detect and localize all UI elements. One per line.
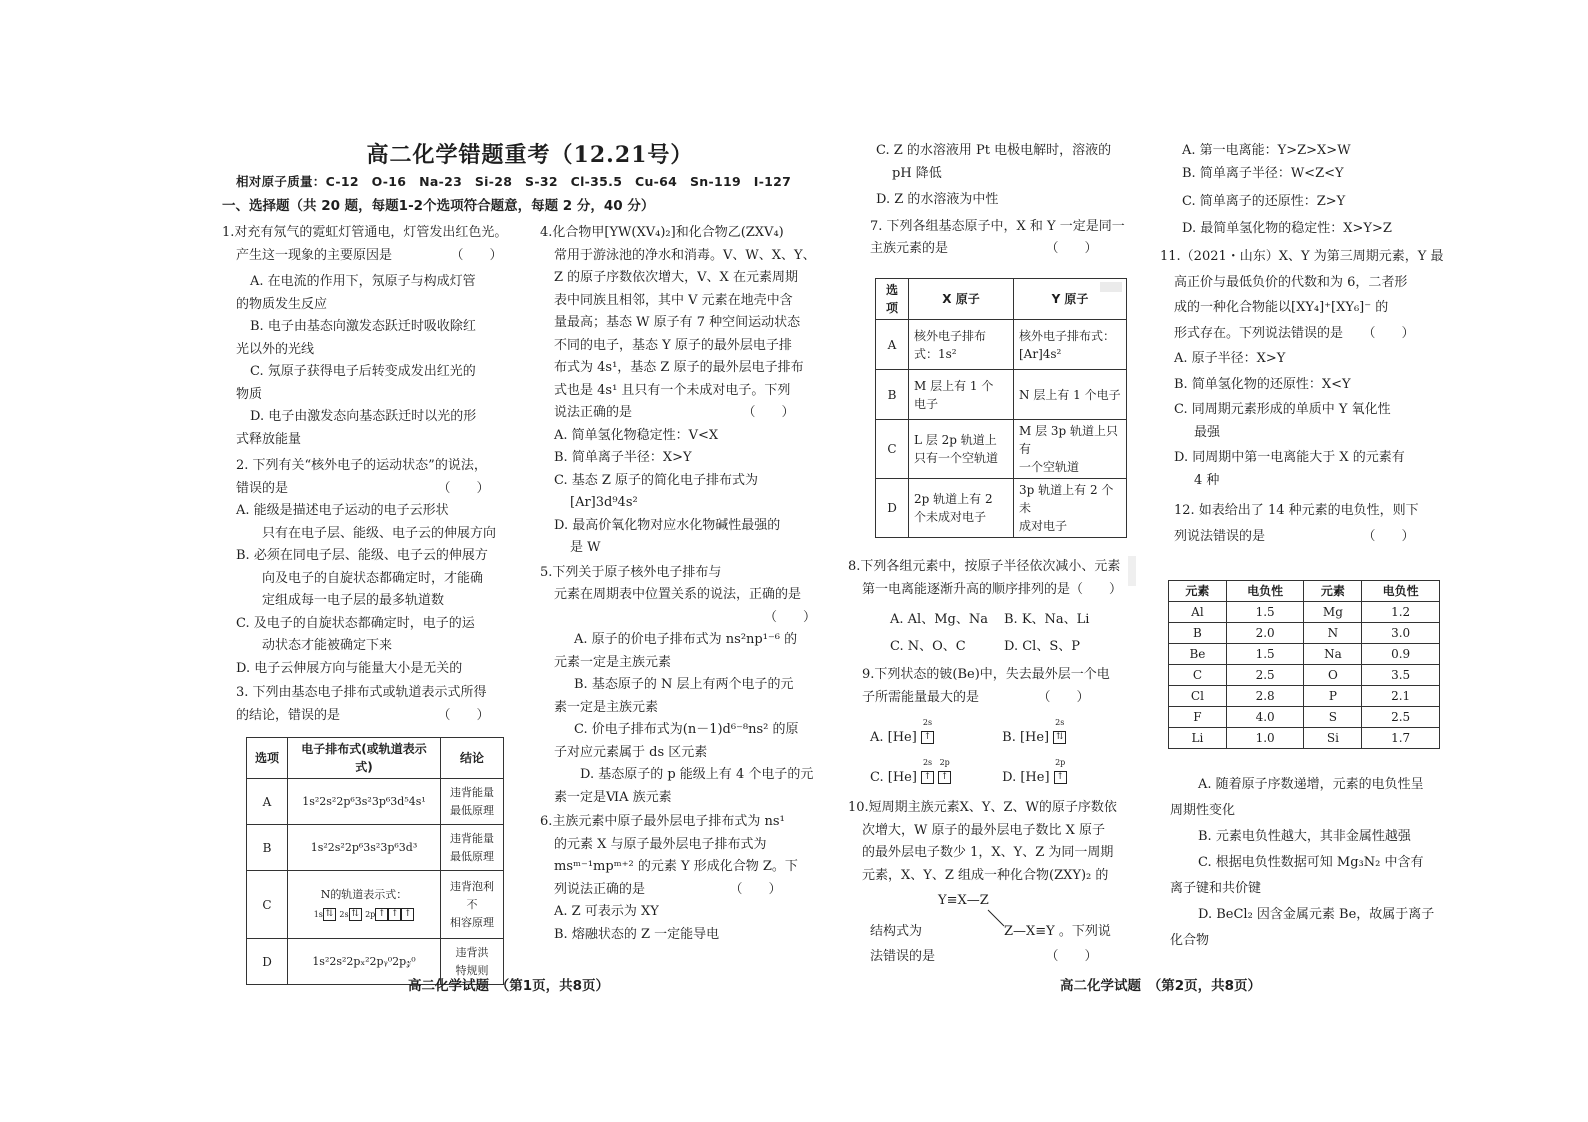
column-2 (540, 222, 830, 946)
q3-conclusion: 特规则 (455, 963, 489, 977)
q12-cell: 3.5 (1362, 665, 1440, 686)
q3-config: N的轨道表示式： (320, 887, 408, 901)
q4-option-a: A. 简单氢化物稳定性：V<X (554, 427, 719, 443)
q12-header: 电负性 (1362, 581, 1440, 602)
q9-option-b: B. [He] (1002, 730, 1050, 745)
table-row (1169, 728, 1440, 749)
q3-conclusion: 违背能量 (450, 831, 494, 845)
q8-option-d: D. Cl、S、P (1004, 638, 1080, 654)
q3-conclusion: 相容原理 (450, 915, 494, 929)
orbital-box: ⇅ (1053, 731, 1066, 744)
q7-x: 电子 (914, 396, 939, 411)
q10-structure-label: 结构式为 (870, 924, 923, 939)
column-1 (222, 222, 534, 727)
orbital-box: ↑ (1054, 771, 1067, 784)
q12-header: 元素 (1169, 581, 1227, 602)
q12-cell: 1.5 (1226, 644, 1304, 665)
question-7 (856, 216, 1146, 261)
q7-x: M 层上有 1 个 (914, 378, 994, 393)
q11-stem: 成的一种化合物能以[XY₄]⁺[XY₆]⁻ 的 (1174, 300, 1389, 315)
q11-stem: 形式存在。下列说法错误的是 （ ） (1174, 325, 1415, 341)
q12-cell: C (1169, 665, 1227, 686)
orbital-box: ⇅ (323, 908, 336, 921)
q12-option-d: 化合物 (1170, 933, 1210, 948)
q9-option-c: C. [He] (870, 770, 917, 785)
page-title: 高二化学错题重考（12.21号） (366, 142, 694, 168)
orbital-label: 2s (922, 718, 933, 727)
q12-option-b: B. 元素电负性越大，其非金属性越强 (1198, 829, 1411, 844)
q12-cell: 2.0 (1226, 623, 1304, 644)
q10-option-a: A. 第一电离能：Y>Z>X>W (1182, 143, 1351, 158)
orbital-label: 2p (1055, 758, 1066, 767)
q3-conclusion: 最低原理 (450, 849, 494, 863)
table-row (1169, 623, 1440, 644)
q12-cell: Al (1169, 602, 1227, 623)
q3-conclusion: 违背能量 (450, 785, 494, 799)
q3-config: 1s²2s²2p⁶3s²3p⁶3d⁵4s¹ (288, 779, 441, 825)
question-10 (848, 797, 1146, 887)
q11-option-c: 最强 (1194, 424, 1221, 440)
q5-stem: 元素在周期表中位置关系的说法，正确的是 (554, 587, 802, 602)
q7-x: 个未成对电子 (914, 510, 987, 524)
q6-stem: 6.主族元素中原子最外层电子排布式为 ns¹ (540, 814, 785, 829)
q8-stem: 第一电离能逐渐升高的顺序排列的是（ ） (862, 581, 1123, 597)
q9-stem: 子所需能量最大的是 （ ） (862, 689, 1090, 705)
orbital-box: ↑ (401, 908, 414, 921)
orbital-label: 2s (1055, 718, 1065, 727)
q12-cell: Li (1169, 728, 1227, 749)
orbital-label: 2p (365, 909, 376, 919)
q10-option-d: D. 最简单氢化物的稳定性：X>Y>Z (1182, 220, 1392, 236)
q2-stem: 错误的是 （ ） (236, 480, 490, 496)
q11-option-b: B. 简单氢化物的还原性：X<Y (1174, 376, 1351, 392)
orbital-label: 2s (922, 758, 933, 767)
q2-option-c: 动状态才能被确定下来 (262, 638, 393, 653)
orbital-box: ⇅ (349, 908, 362, 921)
question-4 (540, 222, 830, 560)
q3-conclusion: 违背泡利不 (450, 879, 494, 911)
q7-stem: 7. 下列各组基态原子中，X 和 Y 一定是同一 (870, 218, 1125, 234)
q12-option-c: C. 根据电负性数据可知 Mg₃N₂ 中含有 (1198, 855, 1424, 870)
column-3-lower (848, 556, 1146, 887)
q7-x: 2p 轨道上有 2 (914, 492, 993, 506)
q12-cell: 2.1 (1362, 686, 1440, 707)
q3-header: 结论 (441, 738, 504, 779)
q3-option: D (247, 939, 288, 985)
q8-stem: 8.下列各组元素中，按原子半径依次减小、元素 (848, 559, 1121, 574)
q4-stem: 式也是 4s¹ 且只有一个未成对电子。下列 (554, 382, 791, 398)
table-row (876, 479, 1127, 538)
q12-option-d: D. BeCl₂ 因含金属元素 Be，故属于离子 (1198, 907, 1435, 922)
q10-stem: 的最外层电子数少 1，X、Y、Z 为同一周期 (862, 845, 1114, 860)
q7-option: B (876, 370, 909, 420)
q2-option-b: 向及电子的自旋状态都确定时，才能确 (262, 570, 484, 586)
q12-options (1170, 772, 1460, 954)
q4-stem: 常用于游泳池的净水和消毒。V、W、X、Y、 (554, 247, 816, 263)
q10-structure-bond (986, 908, 1006, 928)
q12-cell: Cl (1169, 686, 1227, 707)
q12-cell: 3.0 (1362, 623, 1440, 644)
q2-option-a: 只有在电子层、能级、电子云的伸展方向 (262, 525, 497, 541)
question-11 (1160, 246, 1450, 492)
q12-table (1168, 580, 1440, 749)
q4-option-d: 是 W (570, 540, 601, 555)
q1-stem: 产生这一现象的主要原因是 （ ） (236, 247, 503, 263)
table-row (1169, 602, 1440, 623)
q12-cell: 2.5 (1226, 665, 1304, 686)
q10-stem: 次增大，W 原子的最外层电子数比 X 原子 (862, 822, 1106, 838)
q11-option-a: A. 原子半径：X>Y (1174, 351, 1286, 366)
q7-header: Y 原子 (1014, 279, 1127, 320)
q4-stem: 说法正确的是 （ ） (554, 405, 795, 420)
q1-option-d: 式释放能量 (236, 431, 302, 447)
q2-option-d: D. 电子云伸展方向与能量大小是无关的 (236, 660, 463, 676)
q4-stem: 不同的电子，基态 Y 原子的最外层电子排 (554, 337, 792, 353)
orbital-box: ↑ (375, 908, 388, 921)
table-row (247, 871, 504, 939)
q7-y: N 层上有 1 个电子 (1019, 387, 1121, 402)
q12-cell: F (1169, 707, 1227, 728)
q3-table (246, 737, 504, 985)
q5-option-d: D. 基态原子的 p 能级上有 4 个电子的元 (580, 767, 814, 782)
q10-stem: 10.短周期主族元素X、Y、Z、W的原子序数依 (848, 800, 1117, 815)
q6-option-c: pH 降低 (892, 165, 942, 181)
q9-option-d: D. [He] (1002, 770, 1050, 785)
q1-stem: 1.对充有氖气的霓虹灯管通电，灯管发出红色光。 (222, 225, 508, 240)
q5-option-a: 元素一定是主族元素 (554, 654, 672, 670)
q7-header: 选项 (876, 279, 909, 320)
q9-options-row (848, 719, 1146, 749)
question-6 (540, 811, 830, 946)
table-row (1169, 707, 1440, 728)
table-row (876, 420, 1127, 479)
q10-stem: 法错误的是 （ ） (870, 949, 1098, 964)
scan-smudge (1100, 282, 1122, 292)
q12-cell: 2.5 (1362, 707, 1440, 728)
q7-x: 核外电子排布 (914, 328, 987, 343)
table-row (1169, 665, 1440, 686)
q12-cell: 2.8 (1226, 686, 1304, 707)
column-3 (856, 140, 1146, 261)
q6-stem: 列说法正确的是 （ ） (554, 881, 782, 897)
q6-option-a: A. Z 可表示为 XY (554, 904, 659, 919)
q1-option-b: B. 电子由基态向激发态跃迁时吸收除红 (250, 319, 476, 334)
q11-stem: 11.（2021・山东）X、Y 为第三周期元素，Y 最 (1160, 249, 1444, 264)
q12-cell: N (1304, 623, 1362, 644)
q4-stem: 布式为 4s¹，基态 Z 原子的最外层电子排布 (554, 360, 804, 375)
q12-cell: 4.0 (1226, 707, 1304, 728)
q2-stem: 2. 下列有关“核外电子的运动状态”的说法， (236, 458, 487, 473)
q12-cell: 1.7 (1362, 728, 1440, 749)
q12-cell: S (1304, 707, 1362, 728)
q7-y: M 层 3p 轨道上只有 (1019, 424, 1119, 456)
q1-option-c: 物质 (236, 386, 263, 402)
q3-conclusion: 最低原理 (450, 803, 494, 817)
q8-option-c: C. N、O、C (890, 638, 966, 654)
question-5 (540, 562, 830, 810)
q11-option-d: 4 种 (1194, 472, 1220, 488)
orbital-box: ↑ (388, 908, 401, 921)
q7-x: L 层 2p 轨道上 (914, 433, 997, 447)
q11-option-c: C. 同周期元素形成的单质中 Y 氧化性 (1174, 402, 1391, 417)
q6-stem: msᵐ⁻¹mpᵐ⁺² 的元素 Y 形成化合物 Z。下 (554, 859, 798, 874)
q3-header: 选项 (247, 738, 288, 779)
q12-option-a: A. 随着原子序数递增，元素的电负性呈 (1198, 777, 1424, 792)
q5-answer-blank: （ ） (763, 609, 816, 625)
q3-header: 电子排布式(或轨道表示式) (288, 738, 441, 779)
q4-option-d: D. 最高价氧化物对应水化物碱性最强的 (554, 517, 781, 533)
q10-structure-top: Y≡X—Z (938, 893, 989, 908)
q7-y: 3p 轨道上有 2 个未 (1019, 483, 1114, 515)
q10-option-c: C. 简单离子的还原性：Z>Y (1182, 194, 1346, 209)
table-row (876, 320, 1127, 370)
q5-option-c: 子对应元素属于 ds 区元素 (554, 744, 708, 760)
q4-option-c: C. 基态 Z 原子的简化电子排布式为 (554, 472, 759, 488)
q3-option: C (247, 871, 288, 939)
q7-y: [Ar]4s² (1019, 346, 1062, 361)
q3-option: A (247, 779, 288, 825)
q12-header: 元素 (1304, 581, 1362, 602)
q12-cell: Be (1169, 644, 1227, 665)
orbital-box: ↑ (938, 771, 951, 784)
q12-cell: B (1169, 623, 1227, 644)
section-heading: 一、选择题（共 20 题，每题1-2个选项符合题意，每题 2 分，40 分） (222, 198, 655, 214)
q7-y: 核外电子排布式： (1019, 328, 1116, 343)
q1-option-a: A. 在电流的作用下，氖原子与构成灯管 (250, 274, 476, 289)
question-2 (222, 455, 534, 680)
q12-cell: 0.9 (1362, 644, 1440, 665)
q2-option-a: A. 能级是描述电子运动的电子云形状 (236, 503, 449, 518)
q12-cell: Na (1304, 644, 1362, 665)
q12-option-a: 周期性变化 (1170, 803, 1236, 818)
q8-options-row (848, 636, 1146, 659)
q3-stem: 3. 下列由基态电子排布式或轨道表示式所得 (236, 685, 487, 700)
q12-header: 电负性 (1226, 581, 1304, 602)
q12-stem: 12. 如表给出了 14 种元素的电负性，则下 (1174, 503, 1419, 518)
table-row (247, 779, 504, 825)
q3-option: B (247, 825, 288, 871)
q12-cell: Si (1304, 728, 1362, 749)
q7-header: X 原子 (909, 279, 1014, 320)
q4-stem: Z 的原子序数依次增大，V、X 在元素周期 (554, 270, 798, 285)
q3-stem: 的结论，错误的是 （ ） (236, 707, 490, 723)
q3-conclusion: 违背洪 (455, 945, 489, 959)
question-9 (848, 664, 1146, 789)
table-row (1169, 644, 1440, 665)
q7-table (875, 278, 1127, 538)
orbital-box: ↑ (921, 731, 934, 744)
q1-option-b: 光以外的光线 (236, 341, 315, 357)
question-12 (1160, 500, 1450, 548)
q6-option-d: D. Z 的水溶液为中性 (876, 192, 999, 207)
q4-option-c: [Ar]3d⁹4s² (570, 495, 638, 510)
q3-config: 1s²2s²2p⁶3s²3p⁶3d³ (288, 825, 441, 871)
question-1 (222, 222, 534, 451)
table-row (1169, 686, 1440, 707)
q1-option-a: 的物质发生反应 (236, 296, 328, 312)
q3-config: 1s²2s²2pₓ²2pᵧ⁰2p𝓏⁰ (288, 939, 441, 985)
q7-option: C (876, 420, 909, 479)
q12-cell: O (1304, 665, 1362, 686)
q4-stem: 表中同族且相邻，其中 V 元素在地壳中含 (554, 292, 793, 308)
q7-y: 一个空轨道 (1019, 460, 1080, 474)
q12-cell: P (1304, 686, 1362, 707)
q7-y: 成对电子 (1019, 519, 1068, 533)
q12-cell: 1.5 (1226, 602, 1304, 623)
q7-x: 式：1s² (914, 346, 957, 361)
q4-stem: 4.化合物甲[YW(XV₄)₂]和化合物乙(ZXV₄) (540, 225, 784, 240)
q11-stem: 高正价与最低负价的代数和为 6，二者形 (1174, 274, 1408, 290)
q9-options-row (848, 759, 1146, 789)
orbital-label: 1s (313, 909, 323, 919)
q7-x: 只有一个空轨道 (914, 451, 999, 465)
q5-option-a: A. 原子的价电子排布式为 ns²np¹⁻⁶ 的 (574, 632, 798, 647)
q9-option-a: A. [He] (870, 730, 917, 745)
footer-left: 高二化学试题 （第1页，共8页） (408, 978, 610, 994)
q5-option-d: 素一定是ⅥA 族元素 (554, 789, 672, 805)
q8-options-row (848, 609, 1146, 632)
q7-option: A (876, 320, 909, 370)
question-8 (848, 556, 1146, 658)
table-row (876, 370, 1127, 420)
q7-stem: 主族元素的是 （ ） (870, 241, 1098, 256)
q8-option-b: B. K、Na、Li (1004, 612, 1090, 627)
q7-option: D (876, 479, 909, 538)
q12-option-c: 离子键和共价键 (1170, 881, 1262, 896)
orbital-box: ↑ (921, 771, 934, 784)
atomic-masses: 相对原子质量：C-12 O-16 Na-23 Si-28 S-32 Cl-35.5 Cu-64 Sn-119 I-127 (236, 174, 792, 189)
q5-option-c: C. 价电子排布式为(n－1)d⁶⁻⁸ns² 的原 (574, 722, 799, 737)
q12-stem: 列说法错误的是 （ ） (1174, 528, 1415, 544)
q6-option-c: C. Z 的水溶液用 Pt 电极电解时，溶液的 (876, 143, 1112, 158)
q2-option-b: 定组成每一电子层的最多轨道数 (262, 593, 445, 608)
question-3 (222, 682, 534, 727)
q12-cell: Mg (1304, 602, 1362, 623)
q1-option-c: C. 氖原子获得电子后转变成发出红光的 (250, 364, 476, 379)
q6-stem: 的元素 X 与原子最外层电子排布式为 (554, 836, 767, 852)
q5-stem: 5.下列关于原子核外电子排布与 (540, 564, 722, 580)
scan-smudge (1128, 556, 1136, 586)
q5-option-b: 素一定是主族元素 (554, 699, 659, 715)
q8-option-a: A. Al、Mg、Na (890, 612, 988, 627)
q6-option-b: B. 熔融状态的 Z 一定能导电 (554, 926, 720, 942)
q5-option-b: B. 基态原子的 N 层上有两个电子的元 (574, 677, 794, 692)
orbital-label: 2s (339, 909, 349, 919)
footer-right: 高二化学试题 （第2页，共8页） (1060, 978, 1262, 994)
q1-option-d: D. 电子由激发态向基态跃迁时以光的形 (250, 409, 477, 424)
q9-stem: 9.下列状态的铍(Be)中，失去最外层一个电 (862, 667, 1110, 682)
orbital-label: 2p (939, 758, 950, 767)
q12-cell: 1.2 (1362, 602, 1440, 623)
q12-cell: 1.0 (1226, 728, 1304, 749)
q2-option-c: C. 及电子的自旋状态都确定时，电子的运 (236, 615, 475, 631)
q4-stem: 量最高；基态 W 原子有 7 种空间运动状态 (554, 315, 801, 330)
q11-option-d: D. 同周期中第一电离能大于 X 的元素有 (1174, 450, 1405, 465)
q10-option-b: B. 简单离子半径：W<Z<Y (1182, 165, 1344, 181)
q2-option-b: B. 必须在同电子层、能级、电子云的伸展方 (236, 548, 488, 563)
q4-option-b: B. 简单离子半径：X>Y (554, 450, 692, 465)
q10-stem: 元素，X、Y、Z 组成一种化合物(ZXY)₂ 的 (862, 867, 1109, 883)
q10-structure-bottom: Z—X≡Y 。下列说 (1004, 924, 1111, 939)
table-row (247, 825, 504, 871)
column-4 (1160, 140, 1450, 548)
orbital-diagram (293, 906, 435, 924)
